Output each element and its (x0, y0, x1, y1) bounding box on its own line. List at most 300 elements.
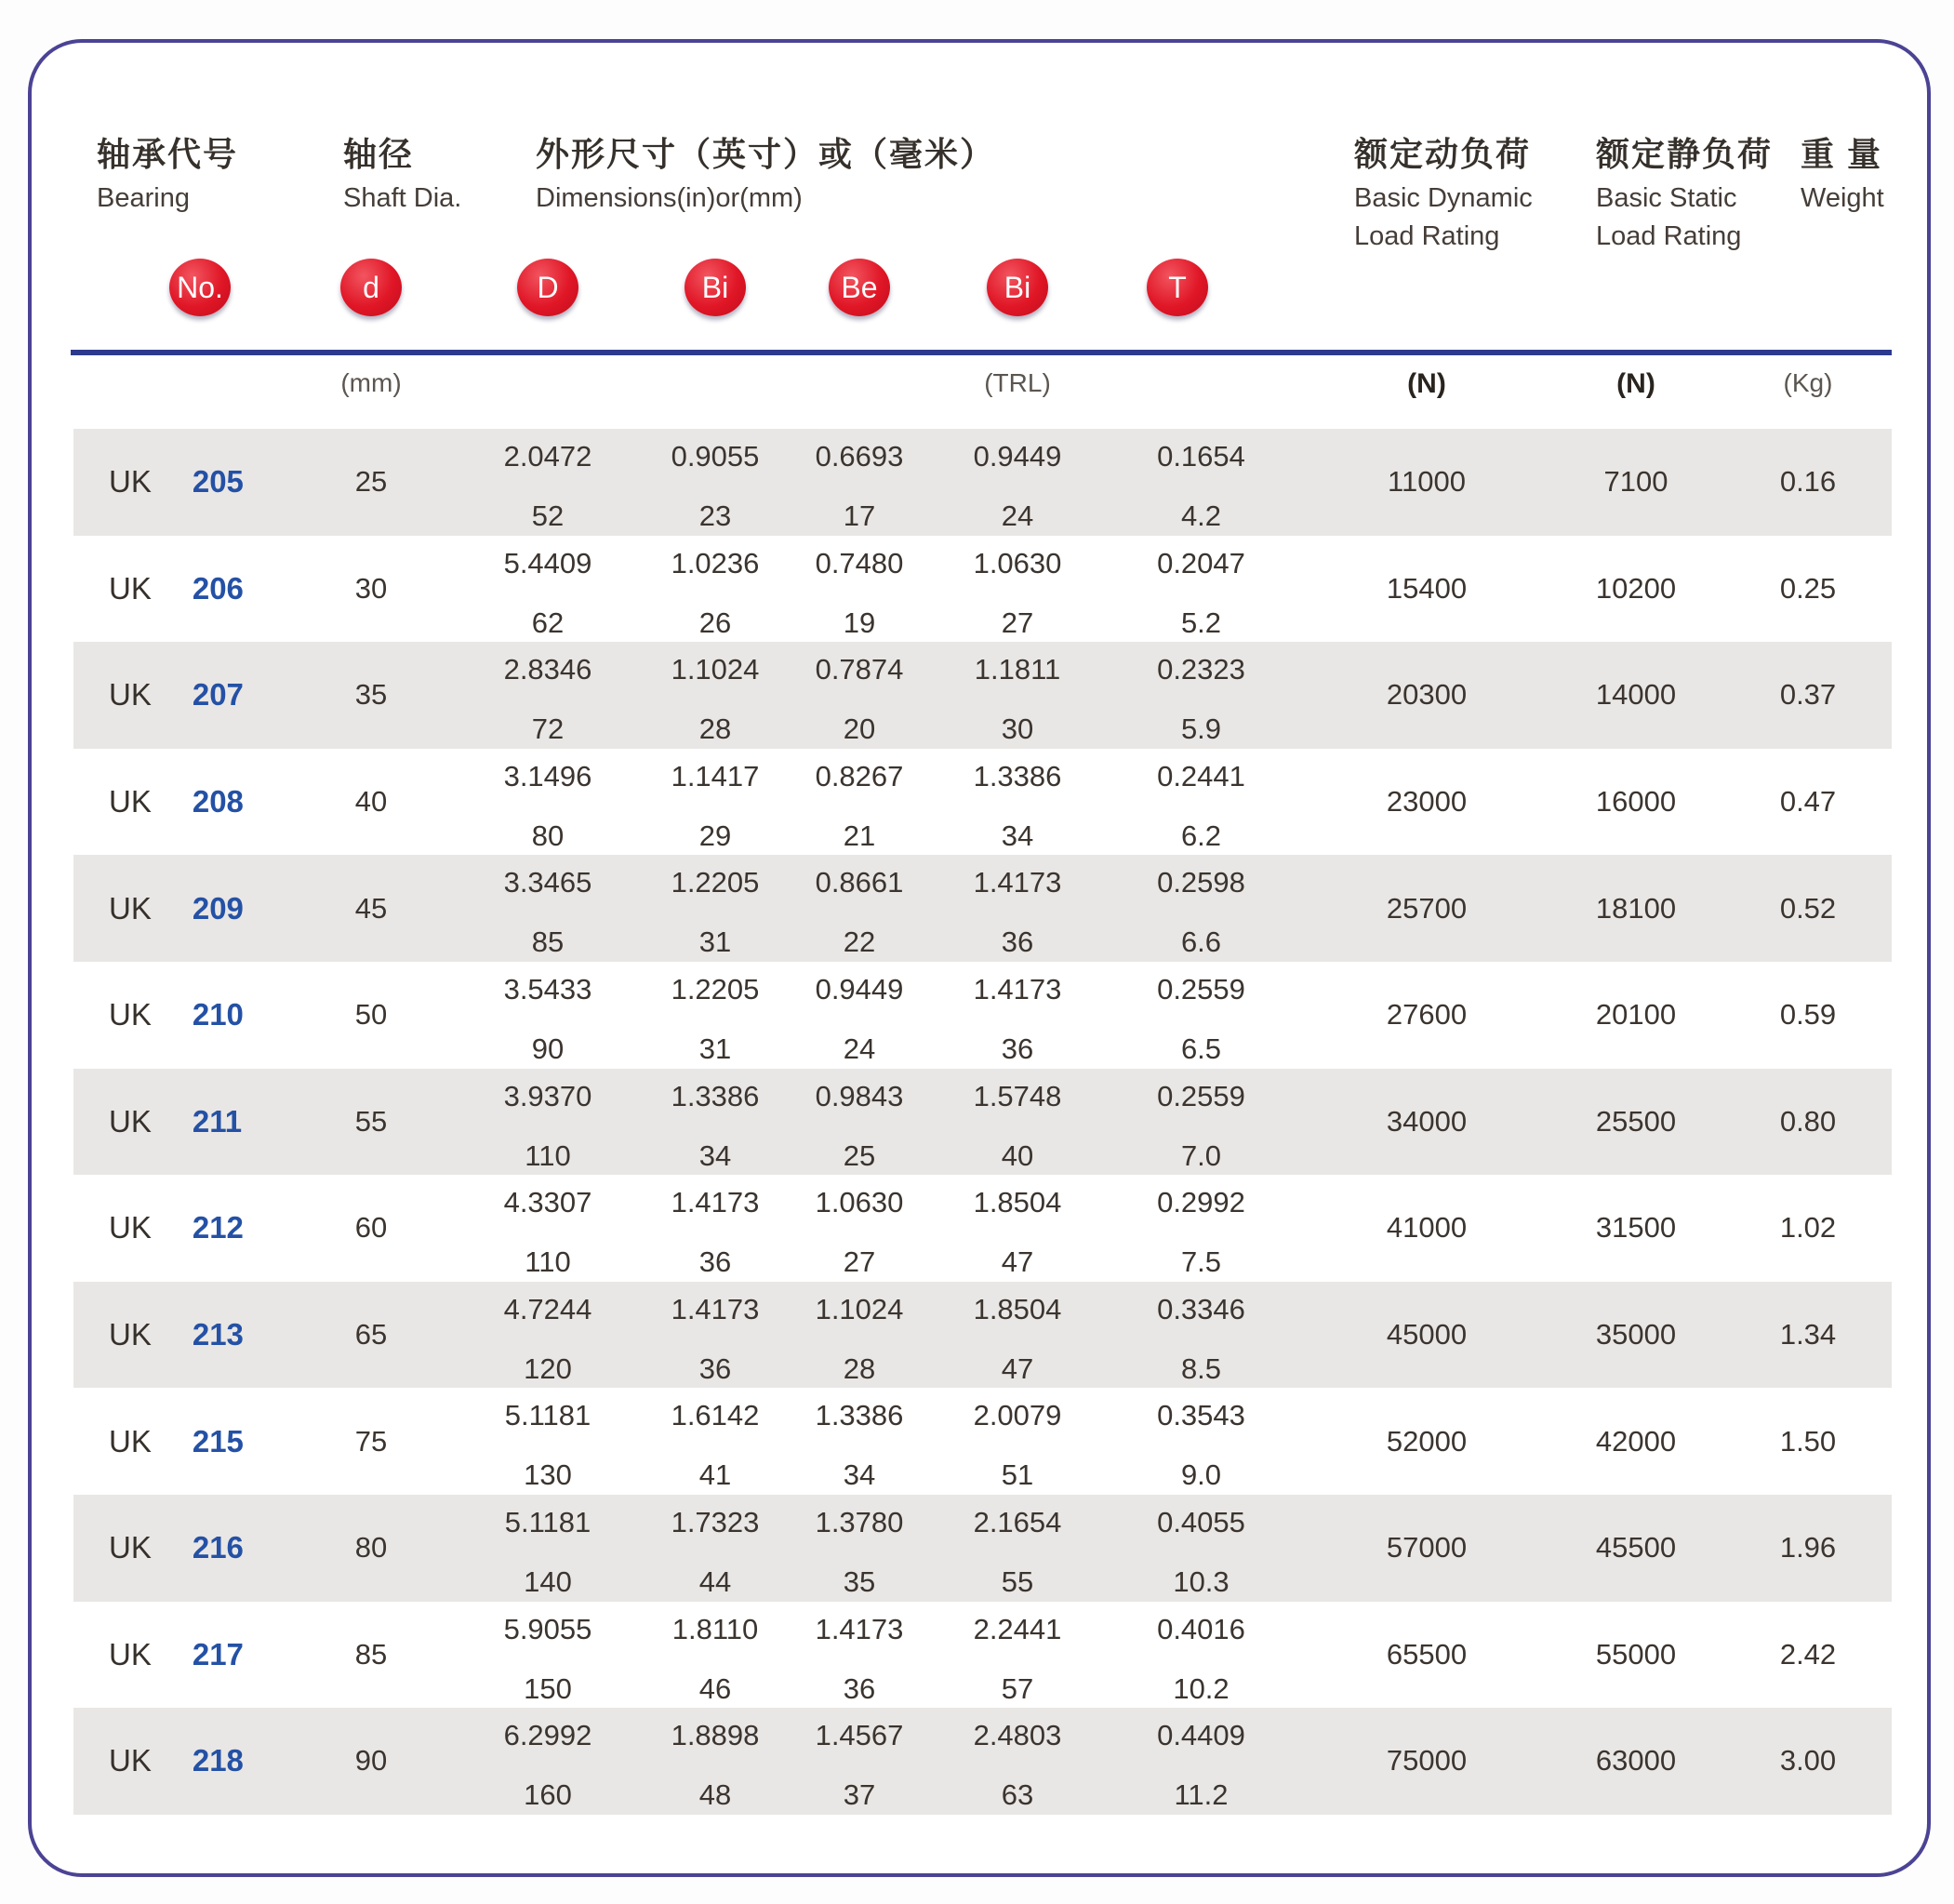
bearing-prefix: UK (109, 890, 152, 925)
table-row (73, 749, 1892, 856)
dim-Be-inch: 0.8267 (815, 759, 904, 792)
weight-value: 0.80 (1779, 1104, 1837, 1138)
static-load-value: 14000 (1595, 678, 1677, 712)
bearing-prefix: UK (109, 1210, 152, 1245)
shaft-dia-value: 90 (354, 1744, 388, 1778)
dim-Bi2-mm: 51 (1001, 1458, 1034, 1492)
bearing-prefix: UK (109, 1317, 152, 1352)
dim-Bi2-inch: 1.8504 (973, 1186, 1062, 1219)
shaft-dia-value: 55 (354, 1104, 388, 1138)
bearing-prefix: UK (109, 677, 152, 712)
dim-Be-cell (780, 1069, 938, 1176)
bearing-prefix: UK (109, 1636, 152, 1671)
dim-Be-cell (780, 855, 938, 962)
dim-Bi-cell (650, 1602, 780, 1709)
bearing-prefix: UK (109, 997, 152, 1032)
static-load-value: 25500 (1595, 1104, 1677, 1138)
weight-value: 0.16 (1779, 465, 1837, 499)
bearing-cell (73, 642, 297, 749)
dim-Be-cell (780, 536, 938, 643)
dim-Bi2-cell (938, 1708, 1097, 1815)
table-row (73, 1282, 1892, 1389)
bearing-cell (73, 536, 297, 643)
bearing-number: 213 (192, 1317, 244, 1352)
dim-Bi-cell (650, 1495, 780, 1602)
dim-Be-inch: 1.4567 (815, 1719, 904, 1752)
static-load-value: 10200 (1595, 571, 1677, 605)
dim-Bi-cell (650, 1282, 780, 1389)
bearing-cell (73, 855, 297, 962)
dim-Bi2-cell (938, 1602, 1097, 1709)
weight-value: 0.37 (1779, 678, 1837, 712)
dim-Be-mm: 27 (843, 1245, 876, 1279)
static-load-value: 20100 (1595, 998, 1677, 1032)
dim-Be-cell (780, 1388, 938, 1495)
bearing-cell (73, 1282, 297, 1389)
dim-D-inch: 2.8346 (503, 653, 592, 686)
dim-D-inch: 3.9370 (503, 1079, 592, 1112)
dim-D-inch: 3.3465 (503, 866, 592, 899)
dim-Bi-mm: 41 (698, 1458, 732, 1492)
dim-T-cell (1097, 536, 1306, 643)
weight-value: 0.25 (1779, 571, 1837, 605)
dim-T-inch: 0.2047 (1157, 546, 1245, 579)
dim-Bi2-cell (938, 429, 1097, 536)
dim-Bi2-mm: 47 (1001, 1351, 1034, 1385)
unit-static-n: (N) (1616, 368, 1655, 399)
dim-D-inch: 3.5433 (503, 972, 592, 1005)
dim-T-mm: 5.9 (1180, 712, 1222, 746)
dim-Be-cell (780, 1602, 938, 1709)
dim-Bi-mm: 36 (698, 1351, 732, 1385)
table-row (73, 1495, 1892, 1602)
dynamic-load-value: 65500 (1386, 1637, 1468, 1671)
dim-D-mm: 110 (525, 1138, 571, 1172)
dim-Bi2-mm: 55 (1001, 1564, 1034, 1598)
dim-Be-inch: 1.4173 (815, 1612, 904, 1645)
dim-D-inch: 5.9055 (503, 1612, 592, 1645)
dim-Bi2-cell (938, 962, 1097, 1069)
badge-D-icon: D (517, 259, 578, 316)
unit-dynamic-n: (N) (1407, 368, 1446, 399)
dynamic-load-value: 41000 (1386, 1211, 1468, 1245)
dim-T-mm: 4.2 (1180, 499, 1222, 532)
table-row (73, 855, 1892, 962)
header-dynamic-load (1354, 128, 1533, 252)
badge-no-icon: No. (169, 259, 231, 316)
dim-T-cell (1097, 1069, 1306, 1176)
dim-D-inch: 5.4409 (503, 546, 592, 579)
dim-D-inch: 5.1181 (504, 1399, 592, 1432)
dim-T-inch: 0.4055 (1157, 1505, 1245, 1538)
dim-D-cell (445, 855, 650, 962)
bearing-number: 206 (192, 570, 244, 606)
bearing-prefix: UK (109, 1423, 152, 1458)
header-static-load-en2: Load Rating (1596, 221, 1742, 251)
dim-D-cell (445, 1282, 650, 1389)
dim-Bi2-inch: 1.1811 (974, 653, 1061, 686)
shaft-dia-value: 30 (354, 571, 388, 605)
dim-T-cell (1097, 1175, 1306, 1282)
dynamic-load-value: 11000 (1388, 465, 1466, 499)
dim-Be-inch: 1.3780 (815, 1505, 904, 1538)
static-load-value: 18100 (1595, 891, 1677, 925)
dim-Bi-inch: 1.1024 (671, 653, 760, 686)
dynamic-load-value: 57000 (1386, 1531, 1468, 1564)
table-row (73, 536, 1892, 643)
dim-Bi2-inch: 2.2441 (973, 1612, 1062, 1645)
dim-D-cell (445, 429, 650, 536)
dim-Bi2-mm: 30 (1001, 712, 1034, 746)
bearing-cell (73, 1495, 297, 1602)
dim-Bi2-cell (938, 1388, 1097, 1495)
dim-T-inch: 0.4016 (1157, 1612, 1245, 1645)
bearing-prefix: UK (109, 464, 152, 499)
dim-D-mm: 62 (531, 606, 565, 639)
bearing-prefix: UK (109, 1530, 152, 1565)
dim-Bi2-inch: 1.5748 (973, 1079, 1062, 1112)
dim-Be-inch: 0.9449 (815, 972, 904, 1005)
dim-Bi2-cell (938, 1175, 1097, 1282)
dim-Bi2-inch: 1.8504 (973, 1292, 1062, 1325)
dim-Bi-inch: 1.2205 (671, 866, 760, 899)
dim-Bi-mm: 28 (698, 712, 732, 746)
weight-value: 1.96 (1779, 1531, 1837, 1564)
dim-Be-mm: 28 (843, 1351, 876, 1385)
dim-Be-mm: 37 (843, 1778, 876, 1812)
header-dynamic-load-zh: 额定动负荷 (1354, 135, 1532, 173)
header-dimensions-en: Dimensions(in)or(mm) (536, 183, 803, 213)
table-row (73, 1708, 1892, 1815)
dim-Be-cell (780, 1282, 938, 1389)
dim-T-inch: 0.2992 (1157, 1186, 1245, 1219)
dim-Be-inch: 0.7874 (815, 653, 904, 686)
dim-D-mm: 52 (531, 499, 565, 532)
header-divider (71, 350, 1892, 355)
bearing-cell (73, 1069, 297, 1176)
dim-Bi-mm: 34 (698, 1138, 732, 1172)
header-shaft-dia (343, 128, 461, 214)
bearing-cell (73, 1602, 297, 1709)
header-dynamic-load-en1: Basic Dynamic (1354, 183, 1533, 213)
dim-Bi-cell (650, 429, 780, 536)
bearing-prefix: UK (109, 784, 152, 819)
dim-T-cell (1097, 1388, 1306, 1495)
dim-T-inch: 0.2323 (1157, 653, 1245, 686)
dim-Bi-inch: 1.1417 (671, 759, 760, 792)
dim-Be-mm: 22 (843, 925, 876, 959)
dim-Be-mm: 25 (843, 1138, 876, 1172)
dim-Bi-mm: 29 (698, 819, 732, 852)
dim-Be-mm: 24 (843, 1032, 876, 1065)
dim-T-cell (1097, 642, 1306, 749)
header-dimensions (536, 128, 995, 214)
dim-D-inch: 4.7244 (503, 1292, 592, 1325)
dim-D-cell (445, 536, 650, 643)
dim-Be-cell (780, 1175, 938, 1282)
table-row (73, 1602, 1892, 1709)
dim-D-cell (445, 1175, 650, 1282)
table-body (73, 429, 1892, 1815)
dim-Bi-inch: 1.0236 (671, 546, 760, 579)
badge-Bi2-icon: Bi (987, 259, 1048, 316)
dim-Bi-mm: 46 (698, 1671, 732, 1705)
header-shaft-dia-zh: 轴径 (343, 135, 415, 173)
dim-Bi-cell (650, 1069, 780, 1176)
shaft-dia-value: 60 (354, 1211, 388, 1245)
badge-Bi-icon: Bi (685, 259, 746, 316)
dim-T-inch: 0.2559 (1157, 972, 1245, 1005)
dim-T-mm: 7.5 (1180, 1245, 1222, 1279)
weight-value: 0.59 (1779, 998, 1837, 1032)
dim-Bi2-cell (938, 749, 1097, 856)
bearing-number: 211 (192, 1103, 243, 1138)
dim-Be-mm: 36 (843, 1671, 876, 1705)
bearing-number: 207 (192, 677, 244, 712)
dim-Bi2-cell (938, 1282, 1097, 1389)
dim-Bi2-cell (938, 642, 1097, 749)
static-load-value: 7100 (1603, 465, 1668, 499)
dim-D-inch: 2.0472 (503, 440, 592, 473)
shaft-dia-value: 35 (354, 678, 388, 712)
bearing-number: 218 (192, 1743, 244, 1778)
dim-Bi2-inch: 2.0079 (973, 1399, 1062, 1432)
dim-Bi-inch: 1.3386 (671, 1079, 760, 1112)
dim-T-cell (1097, 1282, 1306, 1389)
dim-Bi2-inch: 0.9449 (973, 440, 1062, 473)
static-load-value: 45500 (1595, 1531, 1677, 1564)
dim-D-mm: 140 (524, 1564, 572, 1598)
dim-T-cell (1097, 1602, 1306, 1709)
dim-Bi2-inch: 2.1654 (973, 1505, 1062, 1538)
unit-shaft-mm: (mm) (340, 368, 402, 397)
dim-D-cell (445, 642, 650, 749)
dim-D-cell (445, 1602, 650, 1709)
dim-Bi-cell (650, 1175, 780, 1282)
dim-D-mm: 130 (524, 1458, 572, 1492)
weight-value: 1.02 (1779, 1211, 1837, 1245)
dim-D-inch: 6.2992 (503, 1719, 592, 1752)
weight-value: 0.47 (1779, 785, 1837, 819)
dim-D-inch: 5.1181 (504, 1505, 592, 1538)
dim-Be-inch: 0.6693 (815, 440, 904, 473)
weight-value: 0.52 (1779, 891, 1837, 925)
dim-Bi-mm: 36 (698, 1245, 732, 1279)
bearing-prefix: UK (109, 570, 152, 606)
weight-value: 1.50 (1779, 1424, 1837, 1458)
dim-T-mm: 6.2 (1180, 819, 1222, 852)
static-load-value: 16000 (1595, 785, 1677, 819)
dim-T-mm: 10.2 (1173, 1671, 1230, 1705)
dim-D-cell (445, 1708, 650, 1815)
bearing-cell (73, 1175, 297, 1282)
dim-D-cell (445, 1495, 650, 1602)
bearing-number: 216 (192, 1530, 244, 1565)
dim-T-mm: 6.6 (1180, 925, 1222, 959)
dim-Bi-mm: 31 (698, 1032, 732, 1065)
dim-Bi2-inch: 2.4803 (973, 1719, 1062, 1752)
dim-Bi-mm: 48 (698, 1778, 732, 1812)
dim-T-inch: 0.3346 (1157, 1292, 1245, 1325)
bearing-prefix: UK (109, 1103, 152, 1138)
dim-Bi-cell (650, 1708, 780, 1815)
weight-value: 3.00 (1779, 1744, 1837, 1778)
bearing-cell (73, 749, 297, 856)
units-row (73, 368, 1892, 400)
dim-Be-cell (780, 1708, 938, 1815)
header-static-load (1596, 128, 1773, 252)
dim-D-mm: 150 (524, 1671, 572, 1705)
badge-d-icon: d (340, 259, 402, 316)
dim-T-mm: 8.5 (1180, 1351, 1222, 1385)
dynamic-load-value: 27600 (1386, 998, 1468, 1032)
dim-Bi-cell (650, 1388, 780, 1495)
dim-Bi2-cell (938, 1069, 1097, 1176)
bearing-cell (73, 1388, 297, 1495)
unit-trl: (TRL) (984, 368, 1051, 397)
dim-Be-inch: 1.3386 (815, 1399, 904, 1432)
table-row (73, 1069, 1892, 1176)
catalog-card (28, 39, 1931, 1877)
dim-Bi2-mm: 36 (1001, 925, 1034, 959)
dim-Bi-mm: 31 (698, 925, 732, 959)
dim-Be-cell (780, 962, 938, 1069)
dim-T-cell (1097, 429, 1306, 536)
shaft-dia-value: 25 (354, 465, 388, 499)
header-dimensions-zh: 外形尺寸（英寸）或（毫米） (536, 135, 996, 173)
dim-Be-cell (780, 429, 938, 536)
dim-Bi2-inch: 1.4173 (973, 866, 1062, 899)
table-row (73, 1175, 1892, 1282)
dim-T-inch: 0.1654 (1157, 440, 1245, 473)
static-load-value: 35000 (1595, 1318, 1677, 1351)
shaft-dia-value: 75 (354, 1424, 388, 1458)
dynamic-load-value: 34000 (1386, 1104, 1468, 1138)
dim-D-cell (445, 749, 650, 856)
dim-Bi-cell (650, 749, 780, 856)
dim-D-cell (445, 1388, 650, 1495)
dim-Bi2-mm: 24 (1001, 499, 1034, 532)
dim-Bi-mm: 26 (698, 606, 732, 639)
dim-D-mm: 90 (531, 1032, 565, 1065)
dim-Bi2-mm: 57 (1001, 1671, 1034, 1705)
dynamic-load-value: 75000 (1386, 1744, 1468, 1778)
dim-Bi2-cell (938, 855, 1097, 962)
dim-T-cell (1097, 749, 1306, 856)
dim-Bi-mm: 23 (698, 499, 732, 532)
dim-Bi-inch: 1.7323 (671, 1505, 760, 1538)
dynamic-load-value: 23000 (1386, 785, 1468, 819)
static-load-value: 63000 (1595, 1744, 1677, 1778)
dim-D-mm: 120 (524, 1351, 572, 1385)
header-shaft-dia-en: Shaft Dia. (343, 183, 462, 213)
dim-D-mm: 72 (531, 712, 565, 746)
shaft-dia-value: 80 (354, 1531, 388, 1564)
dim-Bi-inch: 1.6142 (671, 1399, 760, 1432)
dim-Be-mm: 20 (843, 712, 876, 746)
dim-T-mm: 5.2 (1180, 606, 1222, 639)
bearing-number: 210 (192, 997, 244, 1032)
bearing-number: 217 (192, 1636, 244, 1671)
dim-D-mm: 80 (531, 819, 565, 852)
unit-weight-kg: (Kg) (1783, 368, 1833, 397)
dim-Bi2-inch: 1.3386 (973, 759, 1062, 792)
dim-Bi-cell (650, 642, 780, 749)
dynamic-load-value: 25700 (1386, 891, 1468, 925)
dim-Bi-inch: 1.2205 (671, 972, 760, 1005)
dim-T-cell (1097, 855, 1306, 962)
dim-D-mm: 85 (531, 925, 565, 959)
dim-T-mm: 10.3 (1173, 1564, 1230, 1598)
dim-Bi2-cell (938, 536, 1097, 643)
dim-Bi2-mm: 47 (1001, 1245, 1034, 1279)
dim-T-mm: 7.0 (1180, 1138, 1222, 1172)
dim-Bi-inch: 1.4173 (671, 1292, 760, 1325)
bearing-cell (73, 1708, 297, 1815)
dim-Be-inch: 0.9843 (815, 1079, 904, 1112)
dim-Be-inch: 1.0630 (815, 1186, 904, 1219)
shaft-dia-value: 40 (354, 785, 388, 819)
dynamic-load-value: 45000 (1386, 1318, 1468, 1351)
header-bearing-en: Bearing (97, 183, 190, 213)
dim-Bi-inch: 1.8898 (671, 1719, 760, 1752)
table-row (73, 962, 1892, 1069)
dim-Be-mm: 17 (843, 499, 876, 532)
dim-T-cell (1097, 1708, 1306, 1815)
dim-Bi2-mm: 34 (1001, 819, 1034, 852)
dim-Bi2-mm: 27 (1001, 606, 1034, 639)
dynamic-load-value: 52000 (1386, 1424, 1468, 1458)
badge-T-icon: T (1147, 259, 1208, 316)
header-dynamic-load-en2: Load Rating (1354, 221, 1500, 251)
bearing-number: 215 (192, 1423, 244, 1458)
dim-T-mm: 11.2 (1174, 1778, 1229, 1812)
bearing-prefix: UK (109, 1743, 152, 1778)
dim-T-inch: 0.2598 (1157, 866, 1245, 899)
shaft-dia-value: 65 (354, 1318, 388, 1351)
badge-Be-icon: Be (829, 259, 890, 316)
table-row (73, 429, 1892, 536)
dim-D-cell (445, 1069, 650, 1176)
dim-Be-mm: 21 (843, 819, 876, 852)
dim-Bi2-cell (938, 1495, 1097, 1602)
dim-D-cell (445, 962, 650, 1069)
header-static-load-en1: Basic Static (1596, 183, 1737, 213)
bearing-number: 209 (192, 890, 244, 925)
dim-Be-inch: 1.1024 (815, 1292, 904, 1325)
dim-Bi-cell (650, 855, 780, 962)
dim-Be-mm: 35 (843, 1564, 876, 1598)
dim-T-mm: 9.0 (1180, 1458, 1222, 1492)
dim-Be-mm: 34 (843, 1458, 876, 1492)
shaft-dia-value: 85 (354, 1637, 388, 1671)
dim-Be-inch: 0.8661 (815, 866, 904, 899)
header-weight-zh: 重 量 (1801, 135, 1883, 173)
dim-Bi2-inch: 1.0630 (973, 546, 1062, 579)
static-load-value: 31500 (1595, 1211, 1677, 1245)
dim-Be-cell (780, 642, 938, 749)
weight-value: 1.34 (1779, 1318, 1837, 1351)
dim-T-cell (1097, 962, 1306, 1069)
dim-Bi-inch: 0.9055 (671, 440, 760, 473)
shaft-dia-value: 45 (354, 891, 388, 925)
bearing-number: 212 (192, 1210, 244, 1245)
static-load-value: 42000 (1595, 1424, 1677, 1458)
dim-Be-inch: 0.7480 (815, 546, 904, 579)
weight-value: 2.42 (1779, 1637, 1837, 1671)
header-bearing (97, 128, 238, 214)
dynamic-load-value: 20300 (1386, 678, 1468, 712)
